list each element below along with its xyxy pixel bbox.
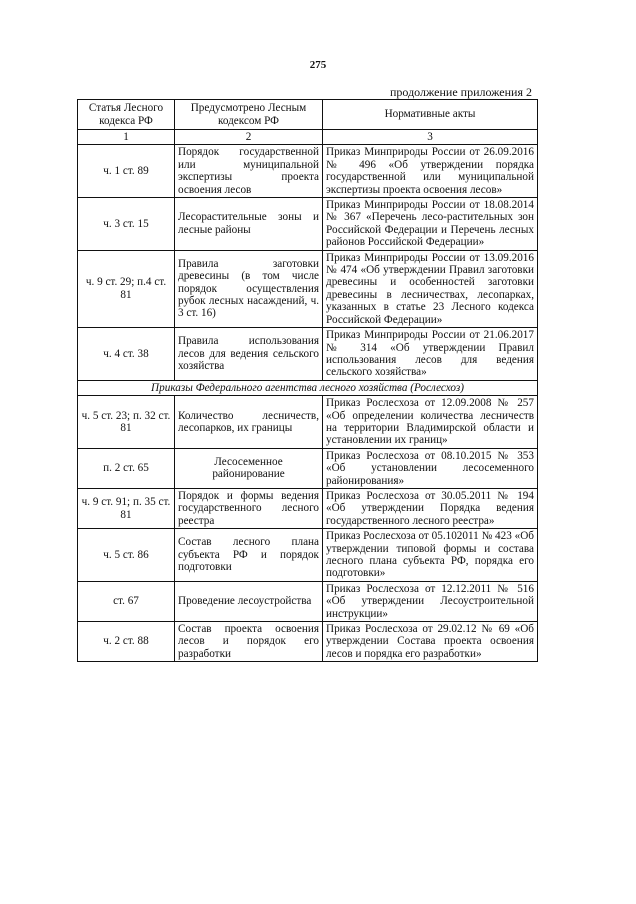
provision-cell: Состав лесного плана субъекта РФ и порядок подготовки xyxy=(175,529,323,582)
provision-cell: Порядок государственной или муниципальной экспертизы проекта освоения лесов xyxy=(175,145,323,198)
article-cell: ч. 4 ст. 38 xyxy=(78,328,175,381)
article-cell: ст. 67 xyxy=(78,581,175,621)
article-cell: п. 2 ст. 65 xyxy=(78,448,175,488)
section-heading: Приказы Федерального агентства лесного хозяйства (Рослесхоз) xyxy=(78,380,538,395)
act-cell: Приказ Минприроды России от 18.08.2014 № 367 «Перечень лесо-растительных зон Российской Федерации и Перечень лесных районов Российской Федерации» xyxy=(323,198,538,251)
provision-cell: Лесорастительные зоны и лесные районы xyxy=(175,198,323,251)
provision-cell: Правила заготовки древесины (в том числе порядок осуществления рубок лесных насаждений, ч. 3 ст. 16) xyxy=(175,250,323,327)
article-cell: ч. 5 ст. 86 xyxy=(78,529,175,582)
provision-cell: Порядок и формы ведения государственного лесного реестра xyxy=(175,488,323,528)
table-header-row xyxy=(78,100,538,130)
column-number: 1 xyxy=(78,130,175,145)
act-cell: Приказ Минприроды России от 26.09.2016 № 496 «Об утверждении порядка государственной или муниципальной экспертизы проекта освоения лесов» xyxy=(323,145,538,198)
table-row xyxy=(78,581,538,621)
header-provision: Предусмотрено Лесным кодексом РФ xyxy=(175,100,323,130)
column-number: 3 xyxy=(323,130,538,145)
table-row xyxy=(78,396,538,449)
act-cell: Приказ Минприроды России от 21.06.2017 № 314 «Об утверждении Правил использования лесов для ведения сельского хозяйства» xyxy=(323,328,538,381)
header-article: Статья Лесного кодекса РФ xyxy=(78,100,175,130)
table-row xyxy=(78,622,538,662)
page-number: 275 xyxy=(309,59,327,71)
article-cell: ч. 1 ст. 89 xyxy=(78,145,175,198)
act-cell: Приказ Рослесхоза от 12.09.2008 № 257 «Об определении количества лесничеств на территории Владимирской области и установлении их границ» xyxy=(323,396,538,449)
column-number-row xyxy=(78,130,538,145)
table-row xyxy=(78,488,538,528)
act-cell: Приказ Рослесхоза от 08.10.2015 № 353 «Об установлении лесосеменного районирования» xyxy=(323,448,538,488)
act-cell: Приказ Рослесхоза от 30.05.2011 № 194 «Об утверждении Порядка ведения государственного лесного реестра» xyxy=(323,488,538,528)
table-row xyxy=(78,328,538,381)
section-heading-row xyxy=(78,380,538,395)
act-cell: Приказ Минприроды России от 13.09.2016 № 474 «Об утверждении Правил заготовки древесины и особенностей заготовки древесины в лесничествах, лесопарках, указанных в статье 23 Лесного кодекса Российской Федерации» xyxy=(323,250,538,327)
table-row xyxy=(78,145,538,198)
article-cell: ч. 9 ст. 29; п.4 ст. 81 xyxy=(78,250,175,327)
table-row xyxy=(78,198,538,251)
article-cell: ч. 3 ст. 15 xyxy=(78,198,175,251)
provision-cell: Лесосеменное районирование xyxy=(175,448,323,488)
article-cell: ч. 2 ст. 88 xyxy=(78,622,175,662)
table-row xyxy=(78,448,538,488)
table-row xyxy=(78,529,538,582)
provision-cell: Правила использования лесов для ведения сельского хозяйства xyxy=(175,328,323,381)
act-cell: Приказ Рослесхоза от 05.102011 № 423 «Об утверждении типовой формы и состава лесного плана субъекта РФ, порядка его подготовки» xyxy=(323,529,538,582)
provision-cell: Состав проекта освоения лесов и порядок его разработки xyxy=(175,622,323,662)
column-number: 2 xyxy=(175,130,323,145)
provision-cell: Проведение лесоустройства xyxy=(175,581,323,621)
article-cell: ч. 9 ст. 91; п. 35 ст. 81 xyxy=(78,488,175,528)
header-acts: Нормативные акты xyxy=(323,100,538,130)
act-cell: Приказ Рослесхоза от 12.12.2011 № 516 «Об утверждении Лесоустроительной инструкции» xyxy=(323,581,538,621)
table-row xyxy=(78,250,538,327)
article-cell: ч. 5 ст. 23; п. 32 ст. 81 xyxy=(78,396,175,449)
continuation-note: продолжение приложения 2 xyxy=(390,85,532,99)
regulatory-acts-table xyxy=(77,99,538,662)
provision-cell: Количество лесничеств, лесопарков, их границы xyxy=(175,396,323,449)
act-cell: Приказ Рослесхоза от 29.02.12 № 69 «Об утверждении Состава проекта освоения лесов и порядка его разработки» xyxy=(323,622,538,662)
